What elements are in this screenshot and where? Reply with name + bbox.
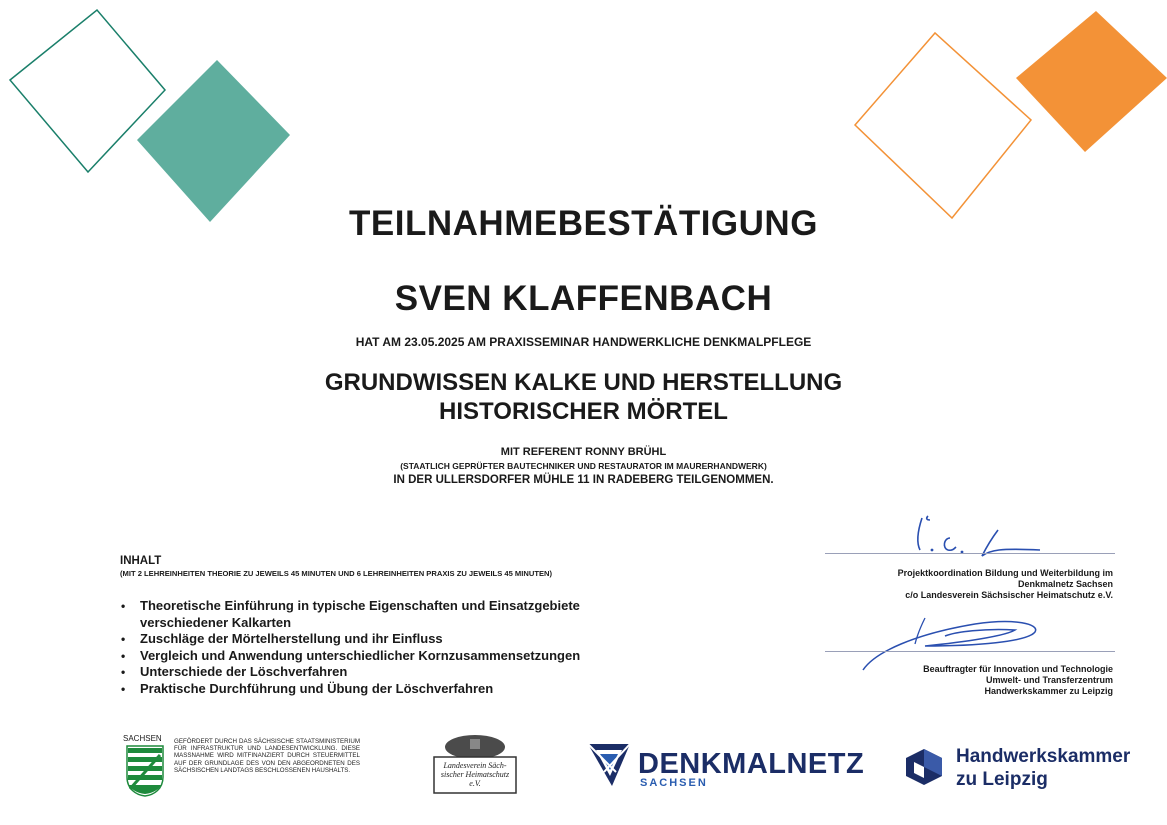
- location: IN DER ULLERSDORFER MÜHLE 11 IN RADEBERG TEILGENOMMEN.: [393, 474, 774, 486]
- signature-line-1: [825, 553, 1115, 554]
- sachsen-label: SACHSEN: [123, 734, 162, 743]
- sachsen-coat-of-arms-logo: [126, 745, 164, 797]
- signature-1-line-2: Denkmalnetz Sachsen: [1017, 579, 1113, 589]
- denkmalnetz-emblem: [586, 742, 636, 788]
- seminar-title-line-1: GRUNDWISSEN KALKE UND HERSTELLUNG: [324, 369, 843, 396]
- content-subheading: (MIT 2 LEHREINHEITEN THEORIE ZU JEWEILS 45 MINUTEN UND 6 LEHREINHEITEN PRAXIS ZU JEWEILS 45 MINUTEN): [120, 569, 553, 578]
- participant-name: SVEN KLAFFENBACH: [394, 279, 773, 318]
- signature-2-line-2: Umwelt- und Transferzentrum: [985, 675, 1113, 685]
- signature-2-line-3: Handwerkskammer zu Leipzig: [984, 686, 1113, 696]
- heimatschutz-text-2: sischer Heimatschutz: [440, 770, 510, 779]
- orange-filled-diamond: [1016, 11, 1167, 152]
- list-item: • Vergleich und Anwendung unterschiedlicher Kornzusammensetzungen: [120, 648, 720, 665]
- signature-1-line-1: Projektkoordination Bildung und Weiterbildung im: [897, 568, 1113, 578]
- list-item: • Theoretische Einführung in typische Eigenschaften und Einsatzgebiete verschiedener Kalkarten: [120, 598, 620, 631]
- hwk-name-line-2: zu Leipzig: [956, 769, 1048, 790]
- list-item: • Zuschläge der Mörtelherstellung und ihr Einfluss: [120, 631, 720, 648]
- signature-1-caption: [898, 568, 1113, 601]
- list-item: • Unterschiede der Löschverfahren: [120, 664, 720, 681]
- heimatschutz-text-1: Landesverein Säch-: [443, 761, 507, 770]
- signature-2-line-1: Beauftragter für Innovation und Technologie: [923, 664, 1113, 674]
- referent: MIT REFERENT RONNY BRÜHL: [500, 446, 667, 458]
- content-heading: INHALT: [120, 555, 162, 567]
- seminar-title-line-2: HISTORISCHER MÖRTEL: [439, 398, 728, 425]
- denkmalnetz-region: SACHSEN: [640, 777, 708, 789]
- heimatschutz-text-3: e.V.: [469, 779, 481, 788]
- list-item: • Praktische Durchführung und Übung der Löschverfahren: [120, 681, 720, 698]
- hwk-leipzig-name: [956, 745, 1130, 791]
- signature-2-caption: [923, 664, 1113, 697]
- signature-line-2: [825, 651, 1115, 652]
- orange-outline-diamond: [855, 33, 1031, 218]
- funding-notice: GEFÖRDERT DURCH DAS SÄCHSISCHE STAATSMINISTERIUM FÜR INFRASTRUKTUR UND LANDESENTWICKLUNG. DIESE MASSNAHME WIRD MITFINANZIERT DURCH STEUERMITTEL AUF DER GRUNDLAGE DES VON DEN ABGEORDNETEN DES SÄCHSISCHEN LANDTAGS BESCHLOSSENEN HAUSHALTS.: [174, 738, 360, 774]
- teal-outline-diamond: [10, 10, 165, 172]
- document-title: TEILNAHMEBESTÄTIGUNG: [349, 204, 818, 243]
- referent-detail: (STAATLICH GEPRÜFTER BAUTECHNIKER UND RESTAURATOR IM MAURERHANDWERK): [400, 461, 767, 471]
- seminar-title: [0, 368, 1167, 426]
- attended-line: HAT AM 23.05.2025 AM PRAXISSEMINAR HANDWERKLICHE DENKMALPFLEGE: [355, 335, 812, 349]
- hwk-leipzig-emblem: [904, 748, 944, 786]
- hwk-name-line-1: Handwerkskammer: [956, 746, 1131, 767]
- signature-1-line-3: c/o Landesverein Sächsischer Heimatschutz e.V.: [905, 590, 1113, 600]
- denkmalnetz-name: DENKMALNETZ: [638, 748, 865, 780]
- heimatschutz-logo: [430, 733, 520, 797]
- content-list: [120, 598, 720, 697]
